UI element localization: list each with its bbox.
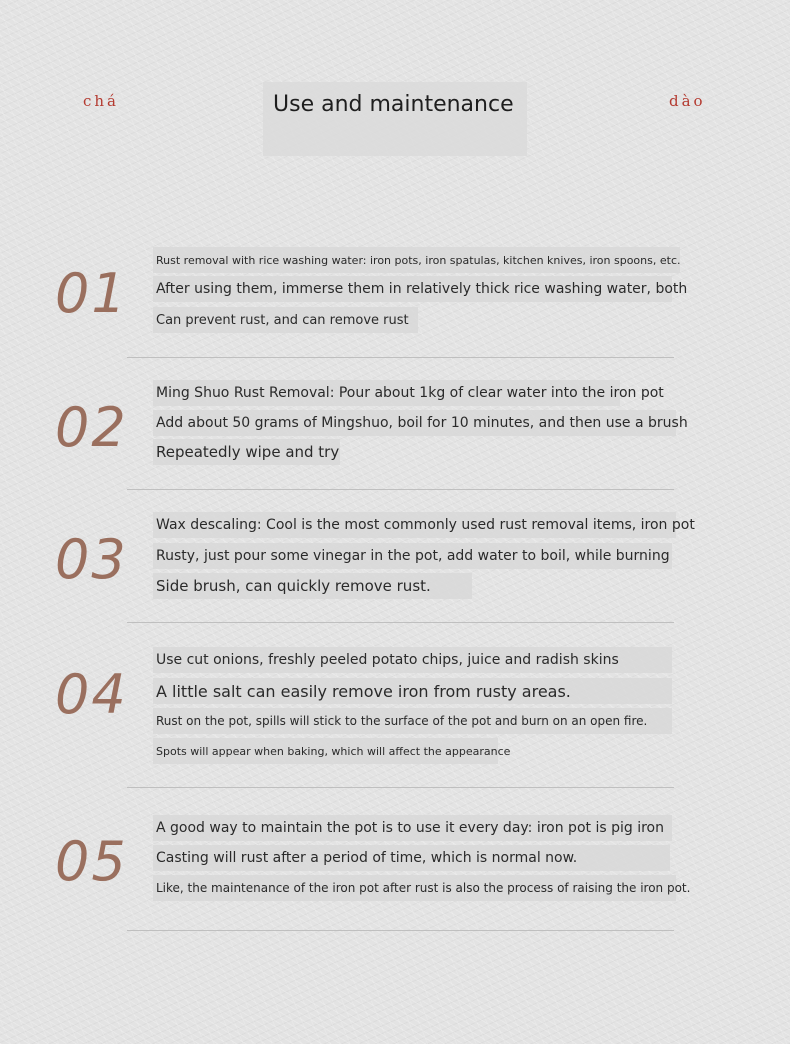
section-line: Wax descaling: Cool is the most commonly used rust removal items, iron pot [153, 512, 676, 538]
section-number: 05 [55, 830, 128, 893]
divider [127, 787, 674, 788]
divider [127, 489, 674, 490]
divider [127, 930, 674, 931]
section-line: Repeatedly wipe and try [153, 439, 340, 465]
page-title: Use and maintenance [273, 92, 514, 117]
divider [127, 622, 674, 623]
section-number: 02 [55, 396, 128, 459]
section-line: A little salt can easily remove iron from rusty areas. [153, 678, 672, 704]
section-line: Use cut onions, freshly peeled potato chips, juice and radish skins [153, 647, 672, 673]
title-box [263, 82, 527, 156]
section-number: 01 [55, 262, 128, 325]
section-line: Like, the maintenance of the iron pot after rust is also the process of raising the iron pot. [153, 875, 676, 901]
pinyin-cha: chá [83, 92, 120, 110]
section-line: Add about 50 grams of Mingshuo, boil for 10 minutes, and then use a brush [153, 410, 676, 436]
section-line: A good way to maintain the pot is to use it every day: iron pot is pig iron [153, 815, 672, 841]
section-line: Casting will rust after a period of time, which is normal now. [153, 845, 670, 871]
pinyin-dao: dào [669, 92, 706, 110]
section-number: 03 [55, 528, 128, 591]
section-line: Ming Shuo Rust Removal: Pour about 1kg of clear water into the iron pot [153, 380, 620, 406]
section-number: 04 [55, 663, 128, 726]
section-line: After using them, immerse them in relatively thick rice washing water, both [153, 276, 672, 302]
section-line: Can prevent rust, and can remove rust [153, 307, 418, 333]
section-line: Spots will appear when baking, which will affect the appearance [153, 738, 498, 764]
divider [127, 357, 674, 358]
section-line: Rusty, just pour some vinegar in the pot, add water to boil, while burning [153, 543, 672, 569]
section-line: Rust on the pot, spills will stick to the surface of the pot and burn on an open fire. [153, 708, 672, 734]
section-line: Side brush, can quickly remove rust. [153, 573, 472, 599]
section-line: Rust removal with rice washing water: iron pots, iron spatulas, kitchen knives, iron spoons, etc. [153, 247, 680, 273]
